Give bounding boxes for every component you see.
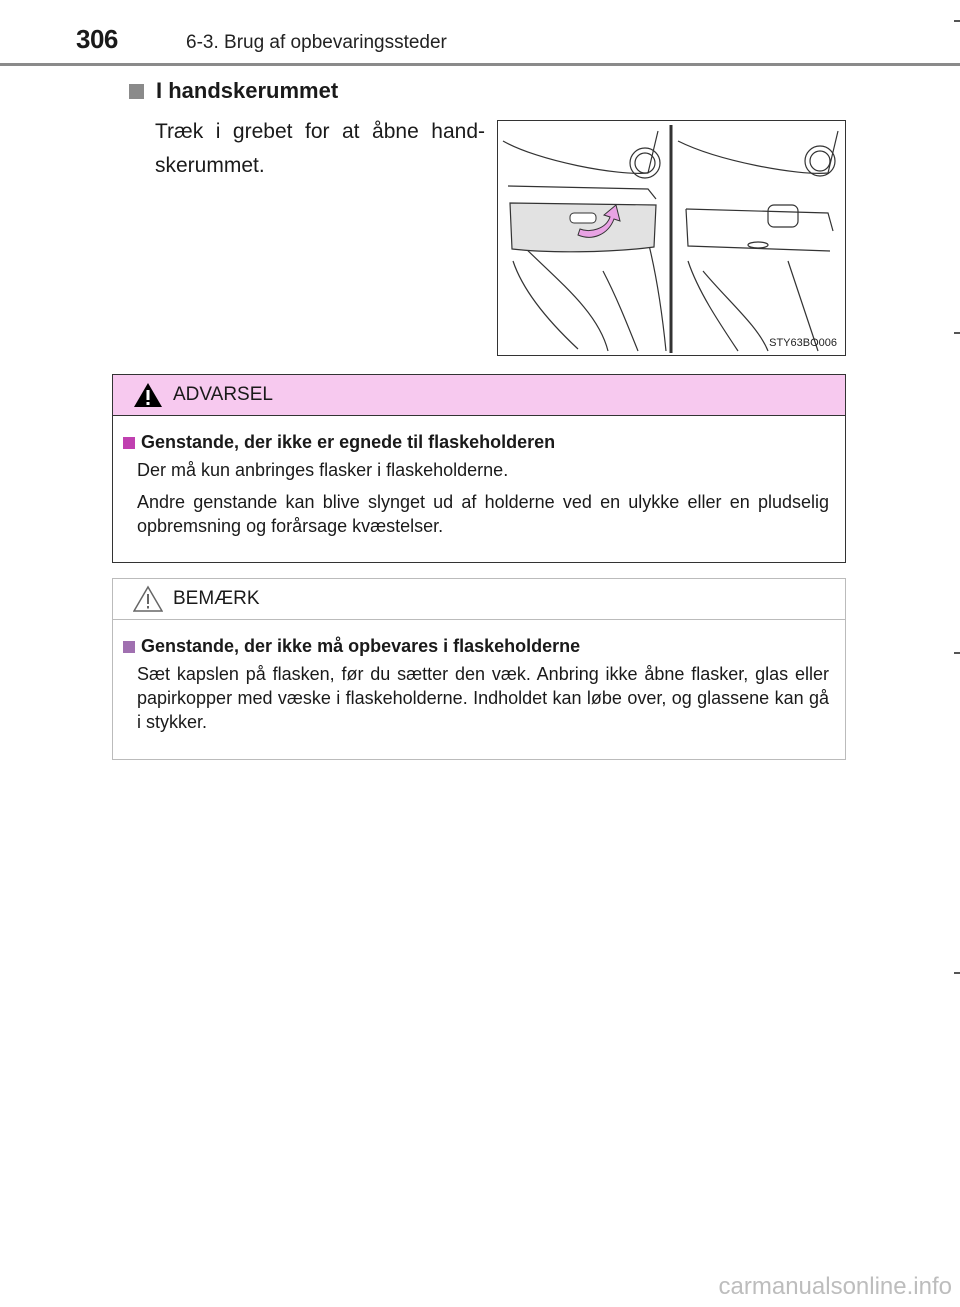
notice-box xyxy=(112,578,846,760)
notice-header xyxy=(113,579,845,620)
warning-paragraph: Andre genstande kan blive slynget ud af holderne ved en ulykke eller en pludselig opbremsning og forårsage kvæstelser. xyxy=(137,492,829,536)
notice-item-title xyxy=(123,636,829,657)
edge-mark xyxy=(954,332,960,334)
warning-item-title xyxy=(123,432,829,453)
watermark: carmanualsonline.info xyxy=(718,1273,952,1300)
caution-triangle-icon xyxy=(133,585,163,613)
section-heading-text: I handskerummet xyxy=(156,78,339,103)
glove-box-figure xyxy=(497,120,846,356)
warning-header xyxy=(113,375,845,416)
edge-mark xyxy=(954,652,960,654)
header-rule xyxy=(0,63,960,66)
figure-code: STY63BO006 xyxy=(769,337,837,349)
notice-body xyxy=(113,620,845,734)
edge-mark xyxy=(954,972,960,974)
square-bullet-icon xyxy=(123,641,135,653)
glove-box-illustration xyxy=(498,121,847,357)
warning-box xyxy=(112,374,846,563)
warning-paragraph: Der må kun anbringes flasker i flaskeholderne. xyxy=(137,460,509,480)
warning-label: ADVARSEL xyxy=(173,384,273,405)
notice-label: BEMÆRK xyxy=(173,588,260,609)
instruction-text: Træk i grebet for at åbne hand-skerummet. xyxy=(155,120,485,177)
notice-paragraph: Sæt kapslen på flasken, før du sætter den væk. Anbring ikke åbne flasker, glas eller papirkopper med væske i flaskeholderne. Indholdet kan løbe over, og glassene kan gå i stykker. xyxy=(137,664,829,732)
notice-item-title-text: Genstande, der ikke må opbevares i flaskeholderne xyxy=(141,636,581,656)
warning-triangle-icon xyxy=(133,381,163,409)
page-number: 306 xyxy=(76,24,118,54)
running-head: 6-3. Brug af opbevaringssteder xyxy=(186,32,447,53)
edge-mark xyxy=(954,20,960,22)
section-heading xyxy=(129,78,338,104)
warning-item-title-text: Genstande, der ikke er egnede til flaskeholderen xyxy=(141,432,556,452)
square-bullet-icon xyxy=(129,84,144,99)
warning-body xyxy=(113,416,845,538)
square-bullet-icon xyxy=(123,437,135,449)
